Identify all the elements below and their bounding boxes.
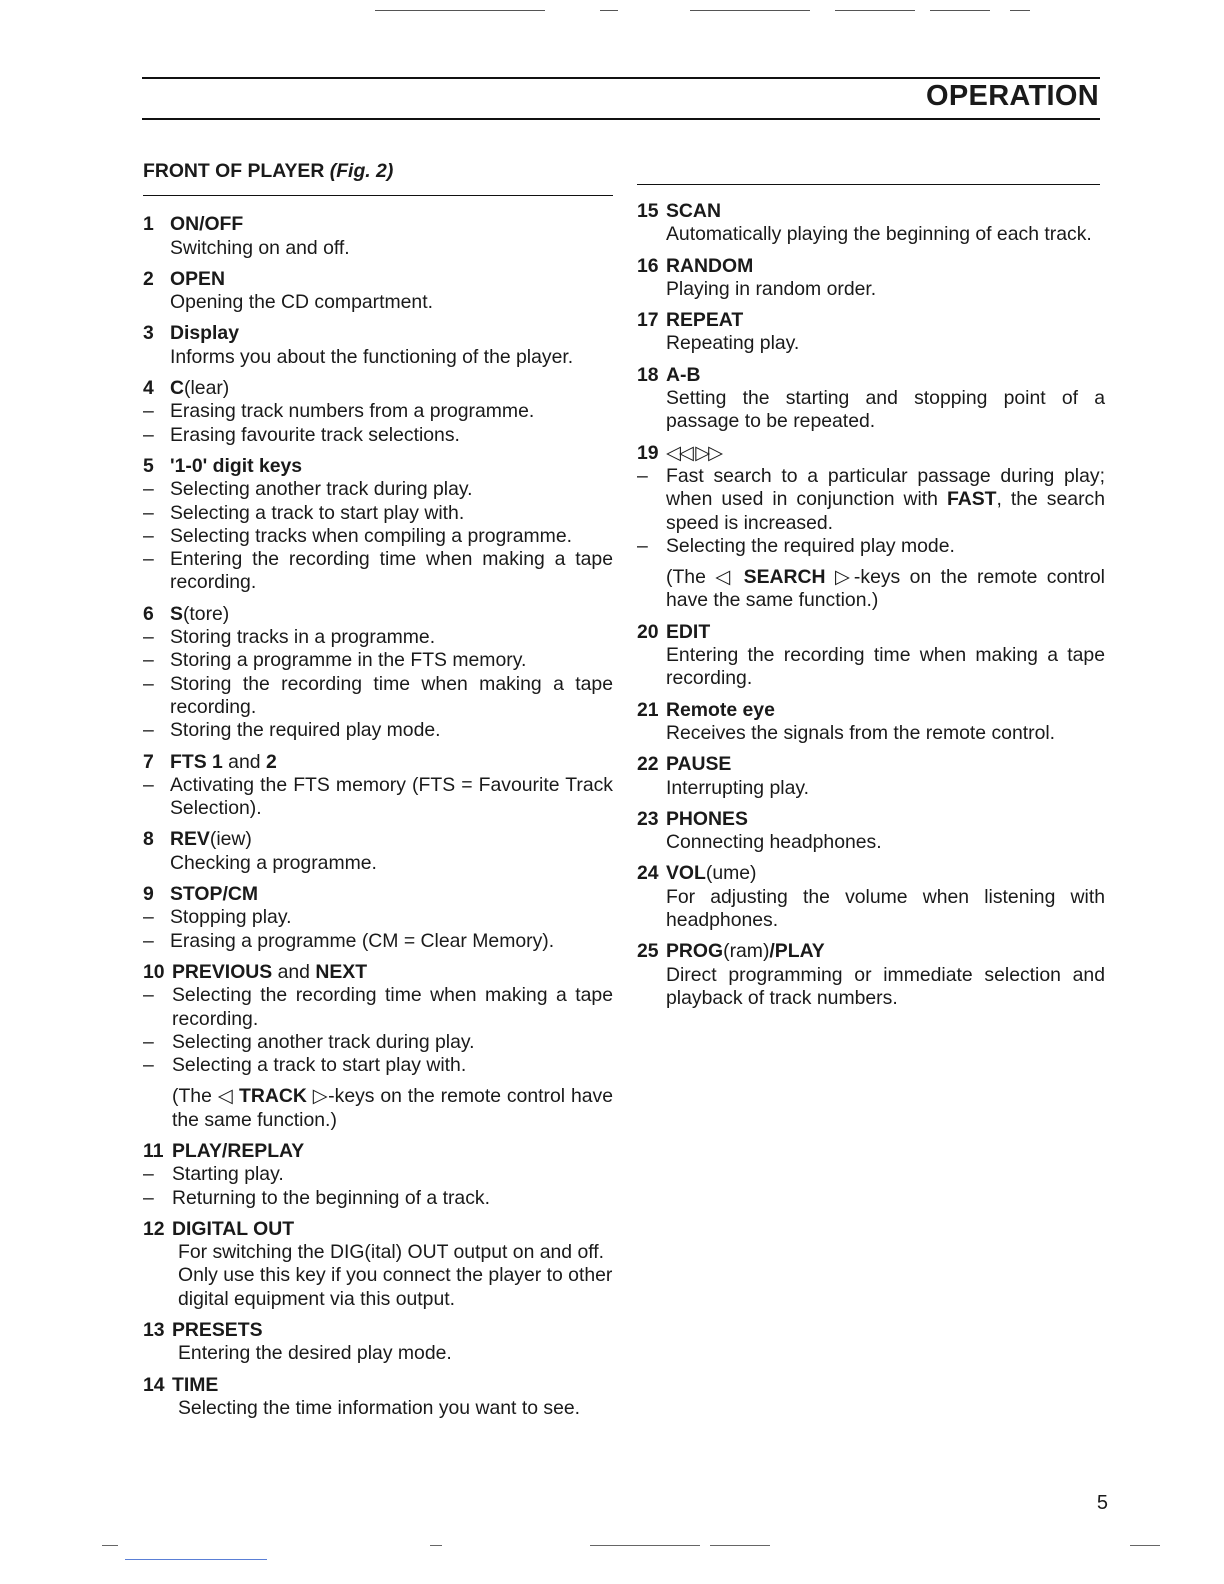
- item-on-off: 1 ON/OFF Switching on and off.: [143, 213, 350, 259]
- scan-artifact-bottom: [100, 1543, 1170, 1563]
- page-number: 5: [1096, 1492, 1108, 1514]
- remote-note-track: (The ◁ TRACK ▷-keys on the remote control have the same function.): [172, 1085, 613, 1131]
- search-arrows-icon: ◁◁ ▷▷: [666, 441, 722, 464]
- item-phones: 23 PHONES Connecting headphones.: [637, 807, 882, 854]
- item-edit: 20 EDIT Entering the recording time when making a tape recording.: [637, 620, 1105, 690]
- header-rule-top: [142, 77, 1100, 79]
- item-presets: 13 PRESETS Entering the desired play mode.: [143, 1319, 452, 1365]
- item-store: 6 S(tore) – Storing tracks in a programme. – Storing a programme in the FTS memory. – Storing the recording time when making a tape recording. – Storing the required play mode.: [143, 602, 613, 742]
- item-clear: 4 C(lear) – Erasing track numbers from a programme. – Erasing favourite track selections.: [143, 377, 535, 446]
- item-previous-next: 10 PREVIOUS and NEXT – Selecting the recording time when making a tape recording. – Selecting another track during play. – Selecting a track to start play with. (The ◁ TRACK ▷-keys on the remote control have the same function.): [143, 960, 613, 1131]
- item-time: 14 TIME Selecting the time information you want to see.: [143, 1373, 581, 1419]
- item-a-b: 18 A-B Setting the starting and stopping point of a passage to be repeated.: [637, 363, 1105, 433]
- item-remote-eye: 21 Remote eye Receives the signals from the remote control.: [637, 698, 1056, 744]
- scan-artifact-blue-line: [125, 1559, 267, 1560]
- remote-note-search: (The ◁ SEARCH ▷-keys on the remote control have the same function.): [666, 566, 1105, 612]
- item-random: 16 RANDOM Playing in random order.: [637, 254, 877, 300]
- right-column: [637, 200, 1105, 1018]
- item-stop-cm: 9 STOP/CM – Stopping play. – Erasing a programme (CM = Clear Memory).: [143, 883, 555, 952]
- item-pause: 22 PAUSE Interrupting play.: [637, 753, 809, 799]
- item-digital-out: 12 DIGITAL OUT For switching the DIG(ital) OUT output on and off. Only use this key if you connect the player to other digital equipment via this output.: [143, 1217, 613, 1310]
- item-play-replay: 11 PLAY/REPLAY – Starting play. – Returning to the beginning of a track.: [143, 1139, 490, 1209]
- item-open: 2 OPEN Opening the CD compartment.: [143, 267, 433, 314]
- right-section-rule: [637, 184, 1100, 185]
- item-display: 3 Display Informs you about the functioning of the player.: [143, 322, 574, 368]
- section-rule: [143, 195, 613, 196]
- left-column: [143, 160, 613, 1428]
- item-prog-play: 25 PROG(ram)/PLAY Direct programming or immediate selection and playback of track numbers.: [637, 940, 1105, 1009]
- item-review: 8 REV(iew) Checking a programme.: [143, 828, 377, 874]
- section-heading: FRONT OF PLAYER (Fig. 2): [143, 160, 394, 182]
- page-title: OPERATION: [926, 80, 1099, 112]
- item-repeat: 17 REPEAT Repeating play.: [637, 309, 800, 355]
- item-volume: 24 VOL(ume) For adjusting the volume when listening with headphones.: [637, 862, 1105, 932]
- item-digit-keys: 5 '1-0' digit keys – Selecting another track during play. – Selecting a track to start play with. – Selecting tracks when compiling a programme. – Entering the recording time when making a tape recording.: [143, 454, 613, 594]
- header-rule-bottom: [142, 118, 1100, 120]
- item-scan: 15 SCAN Automatically playing the beginning of each track.: [637, 200, 1092, 246]
- item-search-keys: 19 ◁◁ ▷▷ – Fast search to a particular passage during play; when used in conjunction with FAST, the search speed is increased. – Selecting the required play mode. (The ◁ SEARCH ▷-keys on the remote control have the same function.): [637, 441, 1106, 612]
- scan-artifact-top: [90, 8, 1090, 14]
- item-fts: 7 FTS 1 and 2 – Activating the FTS memory (FTS = Favourite Track Selection).: [143, 750, 613, 820]
- figure-reference: (Fig. 2): [329, 160, 394, 182]
